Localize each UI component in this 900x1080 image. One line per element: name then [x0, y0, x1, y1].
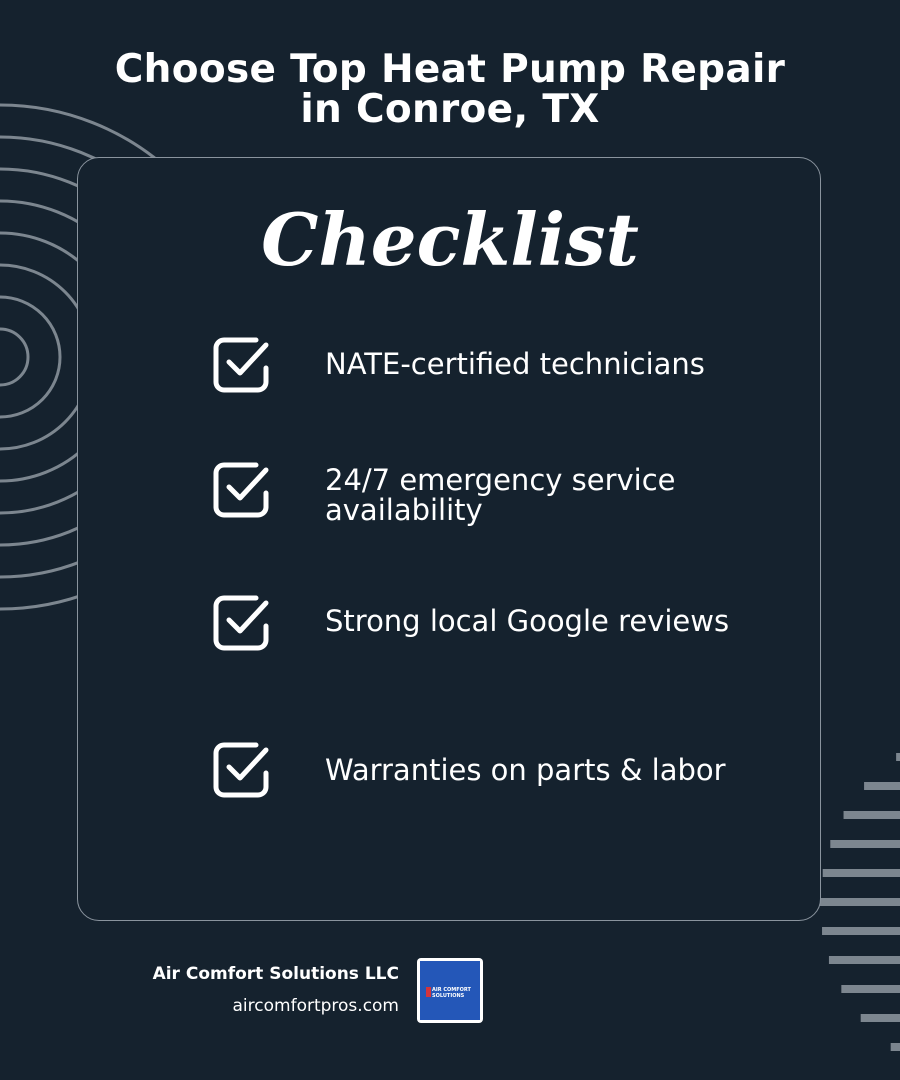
- checkbox-checked-icon: [212, 459, 274, 521]
- checkbox-checked-icon: [212, 334, 274, 396]
- decoration-stripe: [844, 811, 900, 819]
- logo-background: [420, 961, 480, 1020]
- page-title: [0, 47, 900, 132]
- decoration-stripe: [864, 782, 900, 790]
- decoration-stripe: [830, 840, 900, 848]
- decoration-stripe: [891, 1043, 900, 1051]
- striped-circle-decoration: [820, 753, 900, 1051]
- decoration-stripe: [896, 753, 900, 761]
- company-logo: [417, 958, 483, 1023]
- decoration-stripe: [841, 985, 900, 993]
- decoration-stripe: [823, 869, 900, 877]
- logo-mark-icon: [426, 987, 431, 997]
- decoration-stripe: [820, 898, 900, 906]
- company-website[interactable]: aircomfortpros.com: [232, 996, 399, 1016]
- page-title-line-2: in Conroe, TX: [300, 87, 600, 132]
- checklist-title: Checklist: [261, 197, 639, 282]
- checklist-item-label: Warranties on parts & labor: [325, 753, 726, 787]
- checklist-item-label: Strong local Google reviews: [325, 604, 730, 638]
- decoration-stripe: [829, 956, 900, 964]
- decoration-stripe: [861, 1014, 900, 1022]
- logo-text: AIR COMFORT SOLUTIONS: [432, 987, 471, 999]
- checklist-item-label: 24/7 emergency service availability: [325, 463, 676, 527]
- page-title-line-1: Choose Top Heat Pump Repair: [114, 47, 786, 92]
- checklist-item-label: NATE-certified technicians: [325, 347, 705, 381]
- company-name: Air Comfort Solutions LLC: [152, 964, 399, 984]
- decoration-stripe: [822, 927, 900, 935]
- checkbox-checked-icon: [212, 739, 274, 801]
- checkbox-checked-icon: [212, 592, 274, 654]
